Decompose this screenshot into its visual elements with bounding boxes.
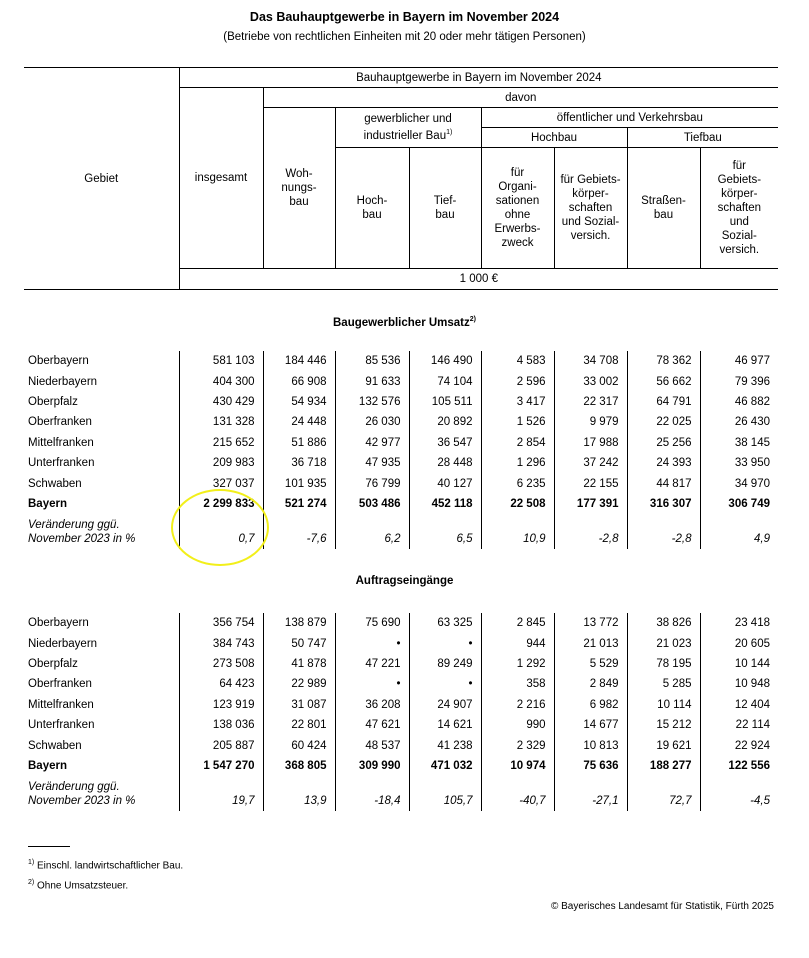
value-cell: 33 002 — [554, 371, 627, 391]
region-name: Niederbayern — [28, 637, 98, 650]
value-cell: 2 849 — [554, 674, 627, 694]
table-umsatz — [24, 351, 778, 549]
value-cell: 22 155 — [554, 473, 627, 493]
value-cell: 10 114 — [627, 695, 700, 715]
value-cell: 76 799 — [335, 473, 409, 493]
value-cell: 13,9 — [263, 776, 335, 811]
value-cell: 22 025 — [627, 412, 700, 432]
value-cell: 581 103 — [179, 351, 263, 371]
value-cell: 4 583 — [481, 351, 554, 371]
value-cell: 177 391 — [554, 494, 627, 514]
value-cell: 12 404 — [700, 695, 778, 715]
value-cell: 34 970 — [700, 473, 778, 493]
value-cell: 38 145 — [700, 433, 778, 453]
region-name: Veränderung ggü. November 2023 in % — [28, 519, 136, 546]
value-cell: 47 935 — [335, 453, 409, 473]
value-cell: 132 576 — [335, 392, 409, 412]
value-cell: 40 127 — [409, 473, 481, 493]
value-cell: 1 547 270 — [179, 756, 263, 776]
value-cell: 2 596 — [481, 371, 554, 391]
value-cell: 5 529 — [554, 654, 627, 674]
value-cell: 26 430 — [700, 412, 778, 432]
region-name: Oberpfalz — [28, 657, 78, 670]
change-row — [24, 776, 778, 811]
header-hochbau-group: Hochbau — [481, 128, 627, 148]
value-cell: 471 032 — [409, 756, 481, 776]
value-cell: 19,7 — [179, 776, 263, 811]
value-cell: 48 537 — [335, 735, 409, 755]
value-cell: 273 508 — [179, 654, 263, 674]
value-cell: 22 801 — [263, 715, 335, 735]
value-cell: 14 677 — [554, 715, 627, 735]
value-cell: 452 118 — [409, 494, 481, 514]
value-cell: 41 238 — [409, 735, 481, 755]
region-name: Bayern — [28, 759, 67, 772]
table-row — [24, 654, 778, 674]
page-title: Das Bauhauptgewerbe in Bayern im November 2024 — [249, 10, 560, 24]
value-cell: 36 547 — [409, 433, 481, 453]
value-cell: 1 526 — [481, 412, 554, 432]
value-cell: 23 418 — [700, 613, 778, 633]
header-gebiet: Gebiet — [24, 68, 179, 290]
value-cell: 123 919 — [179, 695, 263, 715]
value-cell: 22 508 — [481, 494, 554, 514]
value-cell: 356 754 — [179, 613, 263, 633]
value-cell: 105 511 — [409, 392, 481, 412]
value-cell: 2 329 — [481, 735, 554, 755]
total-row — [24, 756, 778, 776]
value-cell: 47 621 — [335, 715, 409, 735]
highlight-circle — [171, 489, 269, 566]
value-cell: -40,7 — [481, 776, 554, 811]
change-row — [24, 514, 778, 549]
region-name: Oberpfalz — [28, 395, 78, 408]
value-cell: 6 235 — [481, 473, 554, 493]
section-title-auftrag: Auftragseingänge — [355, 575, 454, 587]
value-cell: 50 747 — [263, 633, 335, 653]
value-cell: 54 934 — [263, 392, 335, 412]
value-cell: -27,1 — [554, 776, 627, 811]
value-cell: 72,7 — [627, 776, 700, 811]
value-cell: 64 423 — [179, 674, 263, 694]
value-cell: 10,9 — [481, 514, 554, 549]
value-cell: 188 277 — [627, 756, 700, 776]
footnote-2 — [28, 879, 128, 891]
value-cell: 10 813 — [554, 735, 627, 755]
region-name: Oberbayern — [28, 617, 89, 630]
value-cell: 15 212 — [627, 715, 700, 735]
region-name: Unterfranken — [28, 457, 95, 470]
value-cell: 6,2 — [335, 514, 409, 549]
value-cell: • — [409, 633, 481, 653]
value-cell: 20 605 — [700, 633, 778, 653]
value-cell: 146 490 — [409, 351, 481, 371]
table-row — [24, 453, 778, 473]
header-gew-tiefbau: Tief- bau — [409, 148, 481, 269]
footnote-ref-2: 2) — [469, 316, 476, 323]
footnote-1-mark: 1) — [28, 859, 35, 866]
table-row — [24, 473, 778, 493]
value-cell: 19 621 — [627, 735, 700, 755]
value-cell: 404 300 — [179, 371, 263, 391]
value-cell: 24 907 — [409, 695, 481, 715]
value-cell: 66 908 — [263, 371, 335, 391]
copyright: © Bayerisches Landesamt für Statistik, Fürth 2025 — [550, 901, 774, 912]
value-cell: 3 417 — [481, 392, 554, 412]
value-cell: 944 — [481, 633, 554, 653]
value-cell: 209 983 — [179, 453, 263, 473]
value-cell: 503 486 — [335, 494, 409, 514]
value-cell: 327 037 — [179, 473, 263, 493]
value-cell: 75 690 — [335, 613, 409, 633]
table-row — [24, 351, 778, 371]
value-cell: 85 536 — [335, 351, 409, 371]
value-cell: 14 621 — [409, 715, 481, 735]
value-cell: 138 879 — [263, 613, 335, 633]
value-cell: 78 362 — [627, 351, 700, 371]
footnote-2-text: Ohne Umsatzsteuer. — [37, 880, 129, 892]
header-oeffentlich: öffentlicher und Verkehrsbau — [481, 108, 778, 128]
table-header — [24, 67, 778, 290]
value-cell: 26 030 — [335, 412, 409, 432]
value-cell: 44 817 — [627, 473, 700, 493]
value-cell: 2 299 833 — [179, 494, 263, 514]
region-name: Oberbayern — [28, 355, 89, 368]
footnote-1 — [28, 859, 183, 871]
value-cell: 42 977 — [335, 433, 409, 453]
header-gewerblich-label: gewerblicher und industrieller Bau — [363, 113, 452, 142]
value-cell: 384 743 — [179, 633, 263, 653]
value-cell: 38 826 — [627, 613, 700, 633]
table-row — [24, 735, 778, 755]
header-main: Bauhauptgewerbe in Bayern im November 2024 — [179, 68, 778, 88]
value-cell: 6 982 — [554, 695, 627, 715]
table-row — [24, 371, 778, 391]
value-cell: 0,7 — [179, 514, 263, 549]
value-cell: 10 974 — [481, 756, 554, 776]
value-cell: 25 256 — [627, 433, 700, 453]
value-cell: 79 396 — [700, 371, 778, 391]
region-name: Schwaben — [28, 739, 82, 752]
region-name: Schwaben — [28, 477, 82, 490]
value-cell: 28 448 — [409, 453, 481, 473]
table-row — [24, 433, 778, 453]
value-cell: 131 328 — [179, 412, 263, 432]
region-name: Bayern — [28, 497, 67, 510]
value-cell: • — [409, 674, 481, 694]
value-cell: 105,7 — [409, 776, 481, 811]
header-gewerblich — [335, 108, 481, 148]
value-cell: 36 208 — [335, 695, 409, 715]
value-cell: 22 114 — [700, 715, 778, 735]
value-cell: 41 878 — [263, 654, 335, 674]
table-row — [24, 613, 778, 633]
value-cell: 46 977 — [700, 351, 778, 371]
value-cell: 46 882 — [700, 392, 778, 412]
header-gebiets-tiefbau: für Gebiets- körper- schaften und Sozial- versich. — [700, 148, 778, 269]
table-row — [24, 392, 778, 412]
value-cell: 64 791 — [627, 392, 700, 412]
footnote-2-mark: 2) — [28, 879, 35, 886]
value-cell: 34 708 — [554, 351, 627, 371]
value-cell: 2 854 — [481, 433, 554, 453]
value-cell: -7,6 — [263, 514, 335, 549]
value-cell: 17 988 — [554, 433, 627, 453]
value-cell: -2,8 — [627, 514, 700, 549]
region-name: Oberfranken — [28, 678, 92, 691]
value-cell: 31 087 — [263, 695, 335, 715]
value-cell: 24 448 — [263, 412, 335, 432]
value-cell: 47 221 — [335, 654, 409, 674]
value-cell: 10 144 — [700, 654, 778, 674]
header-organisationen: für Organi- sationen ohne Erwerbs- zweck — [481, 148, 554, 269]
value-cell: 4,9 — [700, 514, 778, 549]
total-row — [24, 494, 778, 514]
value-cell: 1 292 — [481, 654, 554, 674]
value-cell: 368 805 — [263, 756, 335, 776]
table-row — [24, 695, 778, 715]
header-insgesamt: insgesamt — [179, 88, 263, 269]
value-cell: 78 195 — [627, 654, 700, 674]
section-title-umsatz-label: Baugewerblicher Umsatz — [333, 316, 470, 329]
header-wohnungsbau: Woh- nungs- bau — [263, 108, 335, 269]
value-cell: 91 633 — [335, 371, 409, 391]
region-name: Mittelfranken — [28, 436, 94, 449]
value-cell: 430 429 — [179, 392, 263, 412]
value-cell: -18,4 — [335, 776, 409, 811]
value-cell: 122 556 — [700, 756, 778, 776]
value-cell: 138 036 — [179, 715, 263, 735]
value-cell: 184 446 — [263, 351, 335, 371]
value-cell: 521 274 — [263, 494, 335, 514]
value-cell: 24 393 — [627, 453, 700, 473]
value-cell: 1 296 — [481, 453, 554, 473]
value-cell: 6,5 — [409, 514, 481, 549]
value-cell: 5 285 — [627, 674, 700, 694]
header-gew-hochbau: Hoch- bau — [335, 148, 409, 269]
region-name: Mittelfranken — [28, 698, 94, 711]
value-cell: 10 948 — [700, 674, 778, 694]
page-subtitle: (Betriebe von rechtlichen Einheiten mit 20 oder mehr tätigen Personen) — [223, 31, 586, 43]
value-cell: 74 104 — [409, 371, 481, 391]
value-cell: 75 636 — [554, 756, 627, 776]
value-cell: 20 892 — [409, 412, 481, 432]
value-cell: 309 990 — [335, 756, 409, 776]
header-tiefbau-group: Tiefbau — [627, 128, 778, 148]
header-davon: davon — [263, 88, 778, 108]
value-cell: • — [335, 633, 409, 653]
value-cell: 89 249 — [409, 654, 481, 674]
value-cell: 205 887 — [179, 735, 263, 755]
value-cell: 215 652 — [179, 433, 263, 453]
value-cell: 2 216 — [481, 695, 554, 715]
value-cell: 33 950 — [700, 453, 778, 473]
value-cell: 60 424 — [263, 735, 335, 755]
value-cell: 9 979 — [554, 412, 627, 432]
value-cell: 13 772 — [554, 613, 627, 633]
value-cell: 358 — [481, 674, 554, 694]
table-row — [24, 633, 778, 653]
value-cell: -2,8 — [554, 514, 627, 549]
table-auftrag — [24, 613, 778, 811]
value-cell: 316 307 — [627, 494, 700, 514]
value-cell: 101 935 — [263, 473, 335, 493]
value-cell: 36 718 — [263, 453, 335, 473]
table-row — [24, 674, 778, 694]
value-cell: 306 749 — [700, 494, 778, 514]
value-cell: 56 662 — [627, 371, 700, 391]
value-cell: 22 924 — [700, 735, 778, 755]
footnote-ref-1: 1) — [446, 129, 453, 137]
value-cell: 22 317 — [554, 392, 627, 412]
header-strassenbau: Straßen- bau — [627, 148, 700, 269]
value-cell: 21 013 — [554, 633, 627, 653]
region-name: Niederbayern — [28, 375, 98, 388]
value-cell: 990 — [481, 715, 554, 735]
value-cell: • — [335, 674, 409, 694]
footnote-divider — [28, 846, 70, 847]
table-row — [24, 715, 778, 735]
section-title-umsatz — [0, 316, 809, 329]
value-cell: 21 023 — [627, 633, 700, 653]
region-name: Unterfranken — [28, 719, 95, 732]
region-name: Oberfranken — [28, 416, 92, 429]
header-gebiets-hochbau: für Gebiets- körper- schaften und Sozial- versich. — [554, 148, 627, 269]
header-unit: 1 000 € — [179, 269, 778, 290]
value-cell: 37 242 — [554, 453, 627, 473]
value-cell: 22 989 — [263, 674, 335, 694]
value-cell: 51 886 — [263, 433, 335, 453]
footnote-1-text: Einschl. landwirtschaftlicher Bau. — [37, 860, 184, 872]
region-name: Veränderung ggü. November 2023 in % — [28, 781, 136, 808]
value-cell: 63 325 — [409, 613, 481, 633]
value-cell: -4,5 — [700, 776, 778, 811]
table-row — [24, 412, 778, 432]
value-cell: 2 845 — [481, 613, 554, 633]
